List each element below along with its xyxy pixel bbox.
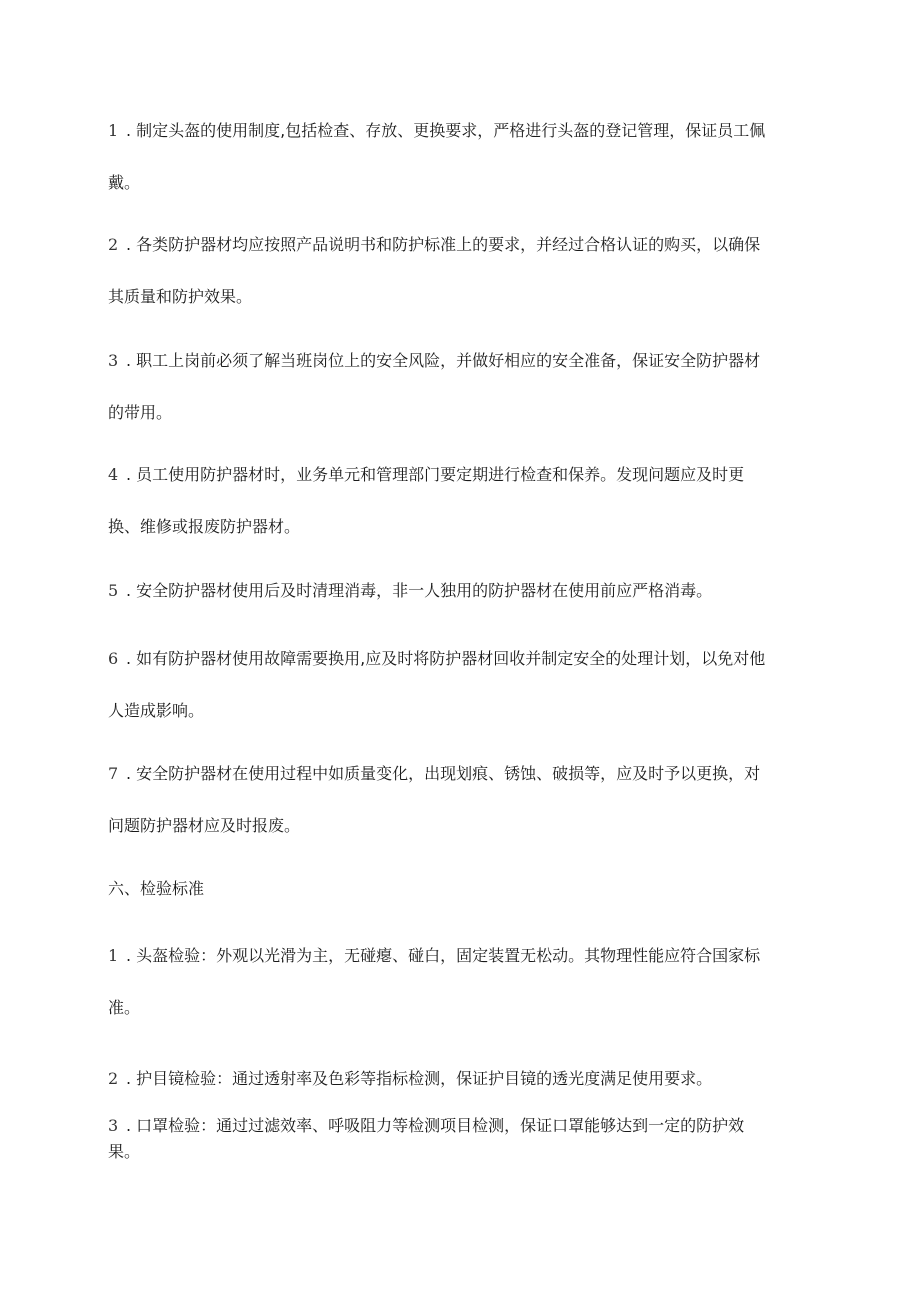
inspection-item-3 <box>108 1115 828 1163</box>
item-number: 1 <box>108 946 119 965</box>
item-text-line-2: 人造成影响。 <box>108 701 205 720</box>
list-item-4 <box>108 464 828 538</box>
item-text-line-2: 戴。 <box>108 173 141 192</box>
item-number: 1 <box>108 121 119 140</box>
item-text-line-2: 换、维修或报废防护器材。 <box>108 517 301 536</box>
item-text-line-1: . 护目镜检验：通过透射率及色彩等指标检测，保证护目镜的透光度满足使用要求。 <box>126 1069 713 1088</box>
item-text-line-2: 准。 <box>108 998 141 1017</box>
item-text-line-1: . 各类防护器材均应按照产品说明书和防护标准上的要求，并经过合格认证的购买，以确保 <box>126 235 761 254</box>
item-number: 6 <box>108 649 119 668</box>
inspection-item-2 <box>108 1068 828 1090</box>
item-number: 7 <box>108 764 119 783</box>
item-text-line-1: . 口罩检验：通过过滤效率、呼吸阻力等检测项目检测，保证口罩能够达到一定的防护效 <box>126 1116 745 1135</box>
list-item-7 <box>108 763 828 837</box>
list-item-1 <box>108 120 828 194</box>
item-number: 3 <box>108 351 119 370</box>
item-number: 4 <box>108 465 119 484</box>
item-text-line-2: 果。 <box>108 1142 141 1161</box>
item-text-line-2: 其质量和防护效果。 <box>108 287 253 306</box>
item-text-line-1: . 安全防护器材使用后及时清理消毒，非一人独用的防护器材在使用前应严格消毒。 <box>126 581 713 600</box>
item-text-line-1: . 如有防护器材使用故障需要换用,应及时将防护器材回收并制定安全的处理计划，以免对他 <box>126 649 766 668</box>
item-number: 2 <box>108 1069 119 1088</box>
section-heading: 六、检验标准 <box>108 879 205 898</box>
inspection-item-1 <box>108 945 828 1019</box>
list-item-2 <box>108 234 828 308</box>
item-text-line-1: . 员工使用防护器材时，业务单元和管理部门要定期进行检查和保养。发现问题应及时更 <box>126 465 745 484</box>
item-text-line-1: . 职工上岗前必须了解当班岗位上的安全风险，并做好相应的安全准备，保证安全防护器材 <box>126 351 761 370</box>
item-text-line-2: 问题防护器材应及时报废。 <box>108 816 301 835</box>
item-text-line-2: 的带用。 <box>108 403 173 422</box>
item-number: 2 <box>108 235 119 254</box>
list-item-3 <box>108 350 828 424</box>
item-number: 3 <box>108 1116 119 1135</box>
list-item-6 <box>108 648 828 722</box>
item-text-line-1: . 头盔检验：外观以光滑为主，无碰瘪、碰白，固定装置无松动。其物理性能应符合国家标 <box>126 946 761 965</box>
list-item-5 <box>108 580 828 602</box>
item-number: 5 <box>108 581 119 600</box>
item-text-line-1: . 制定头盔的使用制度,包括检查、存放、更换要求，严格进行头盔的登记管理，保证员工佩 <box>126 121 766 140</box>
item-text-line-1: . 安全防护器材在使用过程中如质量变化，出现划痕、锈蚀、破损等，应及时予以更换，对 <box>126 764 761 783</box>
